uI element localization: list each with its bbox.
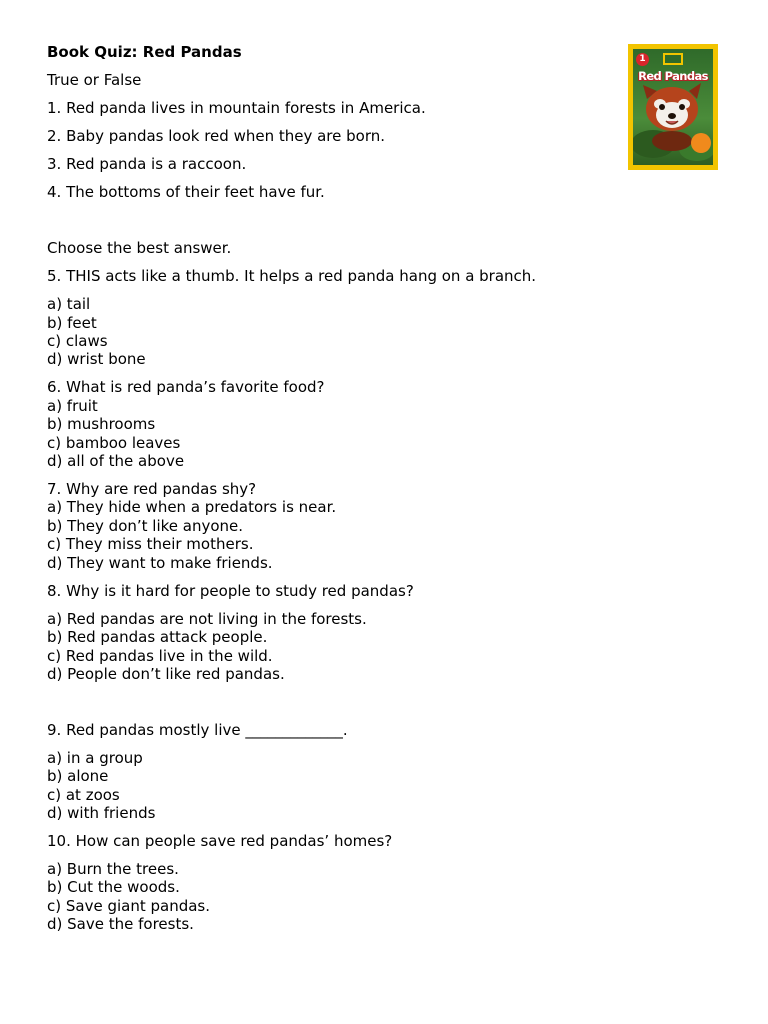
option: c) They miss their mothers. [47,535,254,553]
cover-sticker-icon [691,133,711,153]
book-cover-photo [633,49,713,165]
option: c) Red pandas live in the wild. [47,647,273,665]
question-1: 1. Red panda lives in mountain forests in America. [47,99,426,117]
level-badge: 1 [636,53,649,66]
option: d) Save the forests. [47,915,194,933]
section-heading-true-false: True or False [47,71,142,89]
option: b) Red pandas attack people. [47,628,268,646]
option: a) in a group [47,749,143,767]
question-10: 10. How can people save red pandas’ homes? [47,832,393,850]
question-3: 3. Red panda is a raccoon. [47,155,247,173]
option: a) They hide when a predators is near. [47,498,337,516]
option: a) tail [47,295,91,313]
option: d) wrist bone [47,350,146,368]
question-2: 2. Baby pandas look red when they are born. [47,127,386,145]
question-4: 4. The bottoms of their feet have fur. [47,183,325,201]
question-8: 8. Why is it hard for people to study red pandas? [47,582,414,600]
option: d) They want to make friends. [47,554,273,572]
option: c) Save giant pandas. [47,897,211,915]
option: c) bamboo leaves [47,434,181,452]
option: b) alone [47,767,109,785]
option: c) claws [47,332,108,350]
option: a) Red pandas are not living in the forests. [47,610,367,628]
option: d) all of the above [47,452,185,470]
section-heading-multiple-choice: Choose the best answer. [47,239,232,257]
question-9: 9. Red pandas mostly live _____________. [47,721,348,739]
question-7: 7. Why are red pandas shy? [47,480,257,498]
question-6: 6. What is red panda’s favorite food? [47,378,325,396]
question-5: 5. THIS acts like a thumb. It helps a red panda hang on a branch. [47,267,537,285]
option: b) mushrooms [47,415,156,433]
option: d) People don’t like red pandas. [47,665,285,683]
option: b) Cut the woods. [47,878,180,896]
book-cover-image [628,44,718,170]
option: a) fruit [47,397,98,415]
page-title: Book Quiz: Red Pandas [47,43,242,61]
option: b) They don’t like anyone. [47,517,244,535]
book-cover-title: Red Pandas [638,69,708,83]
publisher-logo [663,53,683,65]
option: a) Burn the trees. [47,860,179,878]
option: d) with friends [47,804,156,822]
option: b) feet [47,314,97,332]
option: c) at zoos [47,786,120,804]
